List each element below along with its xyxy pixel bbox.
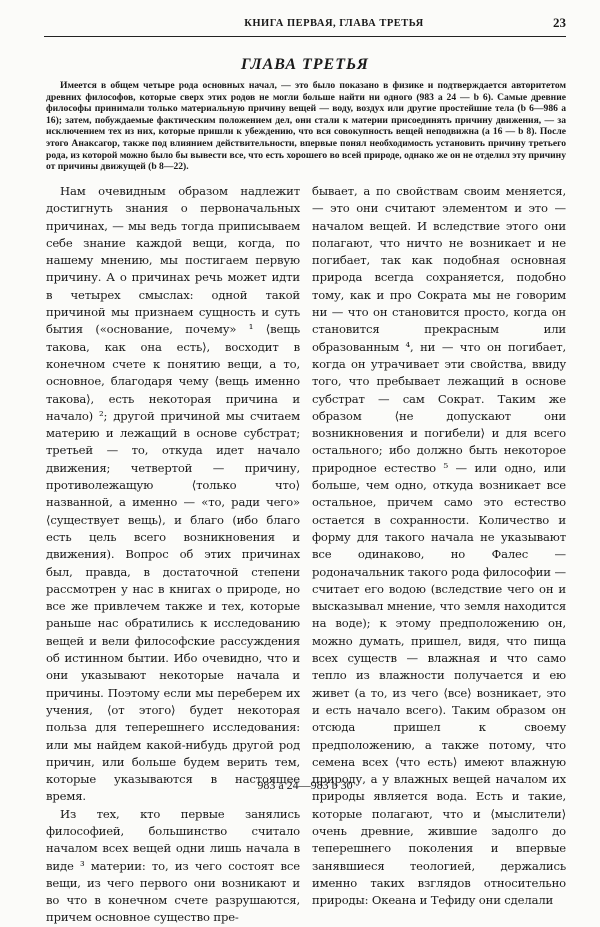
header-rule	[44, 36, 566, 37]
running-header	[44, 15, 566, 38]
chapter-title: ГЛАВА ТРЕТЬЯ	[241, 56, 369, 73]
running-title: КНИГА ПЕРВАЯ, ГЛАВА ТРЕТЬЯ	[244, 18, 424, 29]
left-column	[46, 183, 300, 927]
right-column	[312, 183, 566, 909]
page-footer-reference: 983 a 24—983 b 30	[257, 778, 353, 792]
right-paragraph-1: бывает, а по свойствам своим меняется, — это они считают элементом и это — началом вещей. И вследствие этого они полагают, что ничто не возникает и не погибает, так как подобная основная природа всегда сохраняется, подобно тому, как и про Сократа мы не говорим ни — что он становится просто, когда он становится прекрасным или образованным ⁴, ни — что он погибает, когда он утрачивает эти свойства, ввиду того, что пребывает лежащий в основе субстрат — сам Сократ. Таким же образом ⟨не допускают они возникновения и погибели⟩ и для всего остального; ибо должно быть некоторое природное естество ⁵ — или одно, или больше, чем одно, откуда возникает все остальное, причем само это естество остается в сохранности. Количество и форму для такого начала не указывают все одинаково, но Фалес — родоначальник такого рода философии — считает его водою (вследствие чего он и высказывал мнение, что земля находится на воде); к этому предположению он, можно думать, пришел, видя, что пища всех существ — влажная и что само тепло из влажности получается и ею живет (а то, из чего ⟨все⟩ возникает, это и есть начало всего). Таким образом он отсюда пришел к своему предположению, а также потому, что семена всех ⟨что есть⟩ имеют влажную природу, а у влажных вещей началом их природы является вода. Есть и такие, которые полагают, что и ⟨мыслители⟩ очень древние, жившие задолго до теперешнего поколения и впервые занявшиеся теологией, держались именно таких взглядов относительно природы: Океана и Тефиду они сделали	[312, 184, 566, 908]
chapter-summary: Имеется в общем четыре рода основных начал, — это было показано в физике и подтверждается авторитетом древних философов, которые сверх этих родов не могли больше найти ни одного (983 a 24 — b 6). Самые древние философы принимали только материальную причину вещей — воду, воздух или другие простейшие тела (b 6—986 a 16); затем, побуждаемые фактическим положением дел, они стали к материи присоединять причину движения, — за исключением тех из них, которые пришли к убеждению, что вся совокупность вещей неподвижна (a 16 — b 8). После этого Анаксагор, также под влиянием действительности, впервые понял необходимость установить причину третьего рода, из которой можно было бы вывести все, что есть хорошего во всей природе, однако же он не отделил эту причину от причины движущей (b 8—22).	[46, 80, 566, 173]
left-paragraph-1: Нам очевидным образом надлежит достигнуть знания о первоначальных причинах, — мы ведь тогда приписываем себе знание каждой вещи, когда, по нашему мнению, мы постигаем первую причину. А о причинах речь может идти в четырех смыслах: одной такой причиной мы признаем сущность и суть бытия («основание, почему» ¹ ⟨вещь такова, как она есть⟩, восходит в конечном счете к понятию вещи, а то, основное, благодаря чему ⟨вещь именно такова⟩, есть некоторая причина и начало) ²; другой причиной мы считаем материю и лежащий в основе субстрат; третьей — то, откуда идет начало движения; четвертой — причину, противолежащую ⟨только что⟩ названной, а именно — «то, ради чего» ⟨существует вещь⟩, и благо (ибо благо есть цель всего возникновения и движения). Вопрос об этих причинах был, правда, в достаточной степени рассмотрен у нас в книгах о природе, но все же привлечем также и тех, которые раньше нас обратились к исследованию вещей и вели философские рассуждения об истинном бытии. Ибо очевидно, что и они указывают некоторые начала и причины. Поэтому если мы переберем их учения, ⟨от этого⟩ будет некоторая польза для теперешнего исследования: или мы найдем какой-нибудь другой род причин, или больше будем верить тем, которые указываются в настоящее время.	[46, 184, 300, 804]
left-paragraph-2: Из тех, кто первые занялись философией, большинство считало началом всех вещей одни лишь начала в виде ³ материи: то, из чего состоят все вещи, из чего первого они возникают и во что в конечном счете разрушаются, причем основное существо пре-	[46, 806, 300, 925]
page-number: 23	[553, 15, 566, 30]
